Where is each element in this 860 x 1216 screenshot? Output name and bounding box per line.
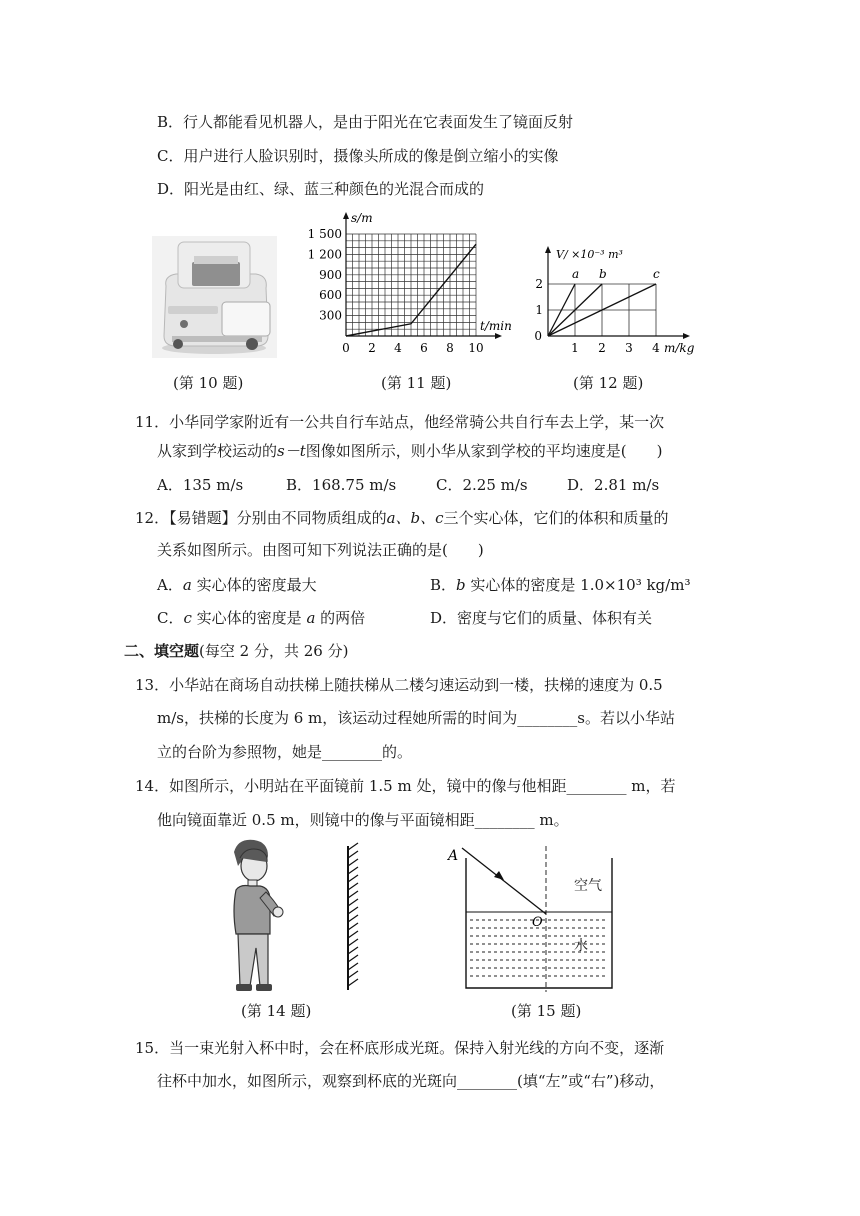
q11-option-c: C．2.25 m/s [436, 476, 528, 494]
st-y-label: s/m [351, 212, 373, 225]
q12-option-b: B．b 实心体的密度是 1.0×10³ kg/m³ [430, 576, 691, 594]
st-x-arrow [495, 333, 502, 339]
st-y-tick: 600 [319, 288, 342, 303]
mirror-hatch-mark [348, 891, 358, 898]
mirror-hatch-mark [348, 907, 358, 914]
q13-line2: m/s，扶梯的长度为 6 m，该运动过程她所需的时间为________s。若以小华站 [157, 709, 675, 727]
mirror-hatch-mark [348, 955, 358, 962]
mirror-hatch-mark [348, 915, 358, 922]
point-a-label: A [448, 848, 459, 864]
vm-series-label: c [653, 267, 660, 281]
q12-option-a: A．a 实心体的密度最大 [157, 576, 317, 594]
caption-fig11: (第 11 题) [381, 374, 452, 392]
mirror-hatch-mark [348, 843, 358, 850]
vm-x-tick: 3 [625, 341, 633, 355]
vm-series-label: a [572, 267, 580, 281]
mirror-hatch-mark [348, 963, 358, 970]
mirror-hatch-mark [348, 923, 358, 930]
q12-line1: 12．【易错题】分别由不同物质组成的a、b、c三个实心体，它们的体积和质量的 [135, 509, 669, 527]
point-o-label: O [532, 915, 543, 930]
caption-fig10: (第 10 题) [173, 374, 244, 392]
air-label: 空气 [574, 878, 602, 894]
st-y-tick: 1 500 [308, 227, 342, 241]
mirror-hatch-mark [348, 883, 358, 890]
mirror-hatch-mark [348, 859, 358, 866]
vm-x-label: m/kg [664, 341, 695, 355]
section-header: 二、填空题(每空 2 分，共 26 分) [124, 642, 349, 660]
q12-line2: 关系如图所示。由图可知下列说法正确的是( ) [157, 541, 484, 559]
mirror-hatch-mark [348, 979, 358, 986]
st-x-tick: 10 [468, 341, 484, 355]
q10-option-c: C．用户进行人脸识别时，摄像头所成的像是倒立缩小的实像 [157, 147, 559, 165]
vm-origin-label: 0 [534, 329, 542, 343]
water-label: 水 [574, 938, 588, 954]
mirror-hatch-mark [348, 931, 358, 938]
mirror-hatch-mark [348, 899, 358, 906]
vm-x-arrow [683, 333, 690, 339]
q11-option-d: D．2.81 m/s [567, 476, 660, 494]
vm-graph [530, 232, 710, 358]
caption-fig15: (第 15 题) [511, 1002, 582, 1020]
refraction-figure [440, 838, 650, 998]
st-x-label: t/min [480, 319, 512, 333]
mirror-hatch-mark [348, 867, 358, 874]
caption-fig12: (第 12 题) [573, 374, 644, 392]
q11-option-a: A．135 m/s [157, 476, 244, 494]
q14-line2: 他向镜面靠近 0.5 m，则镜中的像与平面镜相距________ m。 [157, 811, 569, 829]
st-x-tick: 4 [394, 341, 402, 355]
q11-line1: 11．小华同学家附近有一公共自行车站点，他经常骑公共自行车去上学，某一次 [135, 413, 665, 431]
q13-line3: 立的台阶为参照物，她是________的。 [157, 743, 413, 761]
q15-line1: 15．当一束光射入杯中时，会在杯底形成光斑。保持入射光线的方向不变，逐渐 [135, 1039, 665, 1057]
caption-fig14: (第 14 题) [241, 1002, 312, 1020]
mirror-figure [220, 838, 370, 994]
st-graph [308, 212, 518, 360]
mirror-hatch-mark [348, 971, 358, 978]
q15-line2: 往杯中加水，如图所示，观察到杯底的光斑向________(填“左”或“右”)移动， [157, 1072, 665, 1090]
q12-option-d: D．密度与它们的质量、体积有关 [430, 609, 653, 627]
st-y-tick: 300 [319, 308, 342, 323]
st-y-tick: 1 200 [308, 247, 342, 262]
vm-y-label: V/ ×10⁻³ m³ [556, 248, 623, 261]
mirror-hatch-mark [348, 939, 358, 946]
q14-line1: 14．如图所示，小明站在平面镜前 1.5 m 处，镜中的像与他相距________ m，若 [135, 777, 676, 795]
vm-x-tick: 1 [571, 341, 579, 355]
vm-series-label: b [599, 267, 607, 281]
vm-y-tick: 1 [535, 303, 543, 317]
robot-figure [152, 236, 277, 358]
q10-option-d: D．阳光是由红、绿、蓝三种颜色的光混合而成的 [157, 180, 485, 198]
st-x-tick: 8 [446, 341, 454, 355]
mirror-hatch-mark [348, 947, 358, 954]
st-grid [346, 234, 476, 336]
vm-y-arrow [545, 246, 551, 253]
mirror-hatch-mark [348, 875, 358, 882]
mirror-hatch-mark [348, 851, 358, 858]
q11-line2: 从家到学校运动的s－t图像如图所示，则小华从家到学校的平均速度是( ) [157, 442, 663, 460]
vm-y-tick: 2 [535, 277, 543, 291]
st-y-arrow [343, 212, 349, 219]
q10-option-b: B．行人都能看见机器人，是由于阳光在它表面发生了镜面反射 [157, 113, 574, 131]
q11-option-b: B．168.75 m/s [286, 476, 397, 494]
vm-x-tick: 2 [598, 341, 606, 355]
st-y-tick: 900 [319, 267, 342, 282]
st-x-tick: 0 [342, 341, 350, 355]
st-x-tick: 2 [368, 341, 376, 355]
q13-line1: 13．小华站在商场自动扶梯上随扶梯从二楼匀速运动到一楼，扶梯的速度为 0.5 [135, 676, 663, 694]
q12-option-c: C．c 实心体的密度是 a 的两倍 [157, 609, 366, 627]
st-x-tick: 6 [420, 341, 428, 355]
vm-x-tick: 4 [652, 341, 660, 355]
